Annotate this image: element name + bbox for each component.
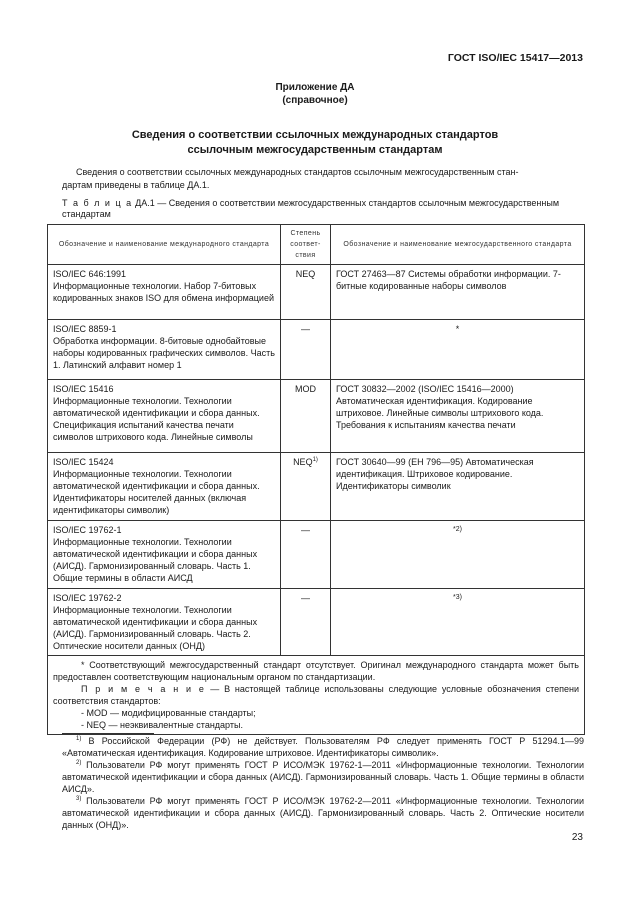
intl-code: ISO/IEC 8859-1	[53, 324, 117, 334]
footnote-2-text: Пользователи РФ могут применять ГОСТ Р ИСО/МЭК 19762-1—2011 «Информационные технологии. Технологии автоматической идентификации и сбора данных (АИСД). Гармонизированный словарь. Часть 1. Общие термины в области АИСД».	[62, 760, 584, 794]
intl-standard-cell	[48, 589, 281, 656]
intl-name: Информационные технологии. Технологии автоматической идентификации и сбора данных (АИСД). Гармонизированный словарь. Часть 2. Оптические носители данных (ОНД)	[53, 605, 258, 651]
degree-cell	[281, 380, 331, 453]
degree-value: NEQ	[295, 269, 316, 279]
degree-value: —	[301, 593, 310, 603]
note-star: * Соответствующий межгосударственный стандарт отсутствует. Оригинал международного стандарта может быть предоставлен соответствующим национальным органом по стандартизации.	[53, 660, 579, 682]
standards-table	[47, 224, 585, 735]
intl-code: ISO/IEC 646:1991	[53, 269, 127, 279]
table-row	[48, 380, 585, 453]
intl-code: ISO/IEC 19762-1	[53, 525, 122, 535]
footnote-divider	[62, 733, 154, 734]
intl-standard-cell	[48, 380, 281, 453]
header-degree: Степень соответ-ствия	[281, 225, 331, 265]
table-notes-row	[48, 656, 585, 735]
degree-cell	[281, 521, 331, 589]
note-primechanie	[53, 683, 579, 707]
section-title	[0, 128, 630, 158]
section-title-line1: Сведения о соответствии ссылочных международных стандартов	[131, 129, 499, 141]
page-number: 23	[571, 832, 583, 843]
table-row	[48, 521, 585, 589]
table-row	[48, 589, 585, 656]
table-caption	[62, 198, 584, 219]
footnotes	[62, 735, 584, 831]
section-title-line2: ссылочным межгосударственным стандартам	[187, 144, 443, 156]
intro-paragraph	[62, 166, 584, 192]
table-row	[48, 320, 585, 380]
degree-cell	[281, 589, 331, 656]
footnote-1	[62, 735, 584, 759]
table-header-row	[48, 225, 585, 265]
interstate-standard-cell: *	[331, 320, 585, 380]
note-text: — В настоящей таблице использованы следующие условные обозначения степени соответствия стандартов:	[53, 684, 579, 706]
intl-name: Информационные технологии. Технологии автоматической идентификации и сбора данных. Идентификаторы носителей данных (включая идентификаторы символик)	[53, 469, 260, 515]
footnote-1-number: 1)	[76, 736, 82, 742]
intro-line1: Сведения о соответствии ссылочных международных стандартов ссылочным межгосударственным стан-	[76, 167, 519, 177]
table-row	[48, 453, 585, 521]
intl-code: ISO/IEC 15416	[53, 384, 114, 394]
intl-standard-cell	[48, 320, 281, 380]
degree-value: NEQ	[293, 457, 313, 467]
intl-code: ISO/IEC 19762-2	[53, 593, 122, 603]
footnote-3	[62, 795, 584, 831]
intl-name: Информационные технологии. Технологии автоматической идентификации и сбора данных. Спецификация испытаний качества печати символов штрихового кода. Линейные символы	[53, 396, 260, 442]
note-prefix: П р и м е ч а н и е	[81, 684, 206, 694]
footnote-3-text: Пользователи РФ могут применять ГОСТ Р ИСО/МЭК 19762-2—2011 «Информационные технологии. Технологии автоматической идентификации и сбора данных (АИСД). Гармонизированный словарь. Часть 2. Оптические носители данных (ОНД)».	[62, 796, 584, 830]
interstate-standard-cell: ГОСТ 30832—2002 (ISO/IEC 15416—2000) Автоматическая идентификация. Кодирование штриховое. Линейные символы штрихового кода. Требования к испытаниям качества печати	[331, 380, 585, 453]
table-notes-cell	[48, 656, 585, 735]
interstate-standard-cell: ГОСТ 27463—87 Системы обработки информации. 7-битные кодированные наборы символов	[331, 265, 585, 320]
header-interstate-standard: Обозначение и наименование межгосударственного стандарта	[331, 225, 585, 265]
document-header-id: ГОСТ ISO/IEC 15417—2013	[447, 52, 583, 64]
footnote-1-text: В Российской Федерации (РФ) не действует. Пользователям РФ следует применять ГОСТ Р 51294.1—99 «Автоматическая идентификация. Кодирование штриховое. Идентификаторы символик».	[62, 736, 584, 758]
degree-cell	[281, 453, 331, 521]
table-caption-text: ДА.1 — Сведения о соответствии межгосударственных стандартов ссылочным межгосударственным	[132, 198, 560, 208]
note-neq: - NEQ — неэквивалентные стандарты.	[81, 720, 243, 730]
table-caption-line2: стандартам	[62, 208, 111, 219]
intl-code: ISO/IEC 15424	[53, 457, 114, 467]
footnote-2	[62, 759, 584, 795]
interstate-standard-cell: ГОСТ 30640—99 (ЕН 796—95) Автоматическая идентификация. Штриховое кодирование. Идентификаторы символик	[331, 453, 585, 521]
degree-value: —	[301, 324, 310, 334]
interstate-standard-cell: *2)	[331, 521, 585, 589]
intl-standard-cell	[48, 265, 281, 320]
interstate-standard-cell: *3)	[331, 589, 585, 656]
degree-cell	[281, 320, 331, 380]
degree-cell	[281, 265, 331, 320]
table-caption-prefix: Т а б л и ц а	[62, 198, 133, 208]
intl-name: Обработка информации. 8-битовые однобайтовые наборы кодированных графических символов. Часть 1. Латинский алфавит номер 1	[53, 336, 275, 370]
appendix-title: Приложение ДА	[275, 82, 355, 93]
intl-name: Информационные технологии. Технологии автоматической идентификации и сбора данных (АИСД). Гармонизированный словарь. Часть 1. Общие термины в области АИСД	[53, 537, 258, 583]
intl-standard-cell	[48, 453, 281, 521]
footnote-2-number: 2)	[76, 760, 82, 766]
appendix-subtitle: (справочное)	[282, 95, 348, 106]
degree-footnote-ref: 1)	[312, 457, 318, 463]
header-intl-standard: Обозначение и наименование международного стандарта	[48, 225, 281, 265]
degree-value: MOD	[295, 384, 316, 394]
table-row	[48, 265, 585, 320]
table-caption-line1	[62, 198, 584, 209]
footnote-3-number: 3)	[76, 796, 82, 802]
intro-line2: дартам приведены в таблице ДА.1.	[62, 180, 210, 190]
note-mod: - MOD — модифицированные стандарты;	[81, 708, 256, 718]
intl-standard-cell	[48, 521, 281, 589]
degree-value: —	[301, 525, 310, 535]
intl-name: Информационные технологии. Набор 7-битовых кодированных знаков ISO для обмена информацией	[53, 281, 274, 303]
